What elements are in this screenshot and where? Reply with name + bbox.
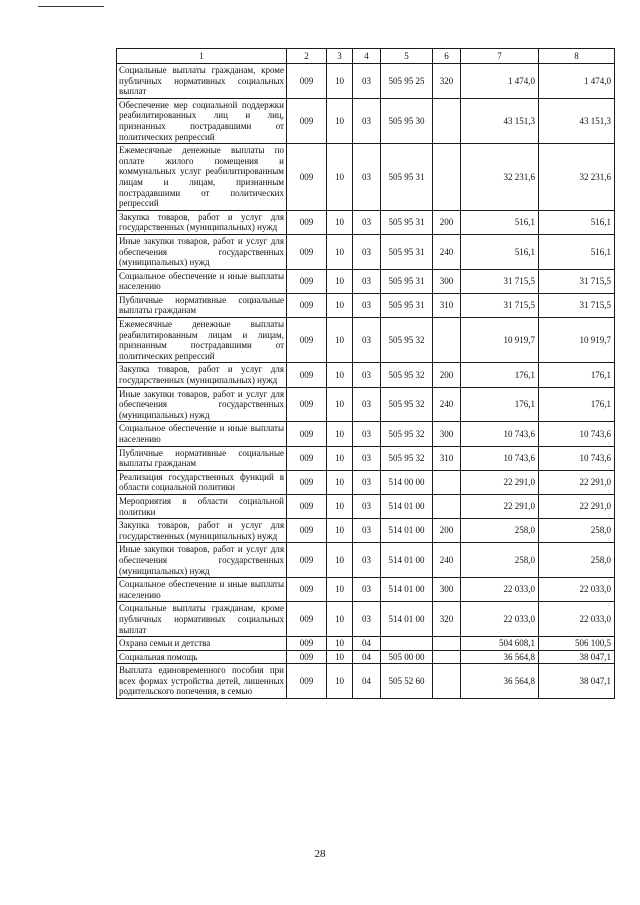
cell-subsection-code: 03 xyxy=(353,144,381,211)
cell-expense-type-code: 200 xyxy=(433,519,461,543)
header-col-6: 6 xyxy=(433,49,461,64)
cell-ministry-code: 009 xyxy=(287,543,327,578)
table-row xyxy=(117,494,615,518)
cell-subsection-code: 04 xyxy=(353,650,381,664)
cell-expense-type-code: 310 xyxy=(433,446,461,470)
cell-subsection-code: 03 xyxy=(353,363,381,387)
cell-amount-year-2: 176,1 xyxy=(539,387,615,422)
cell-amount-year-2: 1 474,0 xyxy=(539,64,615,99)
table-row xyxy=(117,387,615,422)
cell-amount-year-2: 10 743,6 xyxy=(539,422,615,446)
cell-amount-year-2: 258,0 xyxy=(539,543,615,578)
cell-section-code: 10 xyxy=(327,210,353,234)
cell-subsection-code: 03 xyxy=(353,387,381,422)
cell-expense-type-code: 300 xyxy=(433,422,461,446)
table-row xyxy=(117,269,615,293)
cell-expense-type-code xyxy=(433,650,461,664)
cell-item-name: Социальная помощь xyxy=(117,650,287,664)
cell-amount-year-1: 32 231,6 xyxy=(461,144,539,211)
cell-ministry-code: 009 xyxy=(287,269,327,293)
cell-expense-type-code xyxy=(433,98,461,143)
cell-amount-year-1: 36 564,8 xyxy=(461,650,539,664)
header-col-5: 5 xyxy=(381,49,433,64)
header-col-7: 7 xyxy=(461,49,539,64)
cell-subsection-code: 03 xyxy=(353,470,381,494)
cell-amount-year-1: 22 291,0 xyxy=(461,494,539,518)
cell-section-code: 10 xyxy=(327,543,353,578)
table-row xyxy=(117,543,615,578)
cell-ministry-code: 009 xyxy=(287,470,327,494)
cell-amount-year-1: 22 291,0 xyxy=(461,470,539,494)
page-number: 28 xyxy=(314,848,326,860)
cell-amount-year-2: 22 033,0 xyxy=(539,602,615,637)
cell-amount-year-1: 31 715,5 xyxy=(461,269,539,293)
cell-item-name: Социальное обеспечение и иные выплаты населению xyxy=(117,269,287,293)
table-row xyxy=(117,210,615,234)
cell-expense-type-code xyxy=(433,664,461,699)
table-row xyxy=(117,144,615,211)
cell-item-name: Закупка товаров, работ и услуг для государственных (муниципальных) нужд xyxy=(117,519,287,543)
cell-item-name: Охрана семьи и детства xyxy=(117,637,287,651)
cell-section-code: 10 xyxy=(327,363,353,387)
cell-subsection-code: 04 xyxy=(353,664,381,699)
cell-section-code: 10 xyxy=(327,64,353,99)
cell-amount-year-1: 516,1 xyxy=(461,234,539,269)
cell-ministry-code: 009 xyxy=(287,519,327,543)
cell-ministry-code: 009 xyxy=(287,144,327,211)
cell-amount-year-1: 10 919,7 xyxy=(461,318,539,363)
cell-expense-type-code xyxy=(433,470,461,494)
cell-section-code: 10 xyxy=(327,446,353,470)
cell-subsection-code: 03 xyxy=(353,98,381,143)
cell-target-code: 505 95 32 xyxy=(381,318,433,363)
cell-expense-type-code xyxy=(433,318,461,363)
table-row xyxy=(117,470,615,494)
table-row xyxy=(117,234,615,269)
cell-ministry-code: 009 xyxy=(287,446,327,470)
table-row xyxy=(117,446,615,470)
cell-item-name: Выплата единовременного пособия при всех формах устройства детей, лишенных родительского попечения, в семью xyxy=(117,664,287,699)
cell-ministry-code: 009 xyxy=(287,387,327,422)
cell-amount-year-1: 22 033,0 xyxy=(461,578,539,602)
table-row xyxy=(117,98,615,143)
cell-item-name: Закупка товаров, работ и услуг для государственных (муниципальных) нужд xyxy=(117,363,287,387)
cell-item-name: Обеспечение мер социальной поддержки реабилитированных лиц и лиц, признанных пострадавшими от политических репрессий xyxy=(117,98,287,143)
table-row xyxy=(117,650,615,664)
cell-amount-year-1: 258,0 xyxy=(461,543,539,578)
cell-ministry-code: 009 xyxy=(287,234,327,269)
cell-target-code: 514 00 00 xyxy=(381,470,433,494)
cell-expense-type-code xyxy=(433,494,461,518)
table-row xyxy=(117,64,615,99)
cell-expense-type-code: 240 xyxy=(433,234,461,269)
cell-amount-year-1: 31 715,5 xyxy=(461,293,539,317)
header-col-1: 1 xyxy=(117,49,287,64)
cell-section-code: 10 xyxy=(327,144,353,211)
cell-amount-year-1: 43 151,3 xyxy=(461,98,539,143)
cell-subsection-code: 03 xyxy=(353,519,381,543)
table-row xyxy=(117,519,615,543)
cell-amount-year-2: 258,0 xyxy=(539,519,615,543)
cell-subsection-code: 03 xyxy=(353,602,381,637)
cell-subsection-code: 03 xyxy=(353,578,381,602)
cell-amount-year-2: 516,1 xyxy=(539,210,615,234)
cell-section-code: 10 xyxy=(327,293,353,317)
cell-amount-year-1: 36 564,8 xyxy=(461,664,539,699)
cell-ministry-code: 009 xyxy=(287,494,327,518)
budget-table xyxy=(116,48,615,699)
cell-amount-year-2: 38 047,1 xyxy=(539,650,615,664)
cell-amount-year-2: 10 919,7 xyxy=(539,318,615,363)
cell-amount-year-2: 38 047,1 xyxy=(539,664,615,699)
cell-section-code: 10 xyxy=(327,519,353,543)
cell-ministry-code: 009 xyxy=(287,602,327,637)
cell-item-name: Социальные выплаты гражданам, кроме публичных нормативных социальных выплат xyxy=(117,64,287,99)
cell-section-code: 10 xyxy=(327,578,353,602)
cell-amount-year-1: 10 743,6 xyxy=(461,422,539,446)
cell-ministry-code: 009 xyxy=(287,637,327,651)
cell-expense-type-code: 300 xyxy=(433,269,461,293)
cell-item-name: Мероприятия в области социальной политики xyxy=(117,494,287,518)
cell-section-code: 10 xyxy=(327,602,353,637)
cell-item-name: Закупка товаров, работ и услуг для государственных (муниципальных) нужд xyxy=(117,210,287,234)
cell-ministry-code: 009 xyxy=(287,318,327,363)
cell-expense-type-code: 240 xyxy=(433,543,461,578)
cell-section-code: 10 xyxy=(327,650,353,664)
cell-target-code: 505 00 00 xyxy=(381,650,433,664)
cell-ministry-code: 009 xyxy=(287,664,327,699)
cell-ministry-code: 009 xyxy=(287,650,327,664)
table-row xyxy=(117,293,615,317)
cell-target-code: 514 01 00 xyxy=(381,543,433,578)
cell-amount-year-1: 176,1 xyxy=(461,387,539,422)
cell-target-code xyxy=(381,637,433,651)
cell-subsection-code: 03 xyxy=(353,494,381,518)
cell-section-code: 10 xyxy=(327,387,353,422)
cell-target-code: 505 95 32 xyxy=(381,387,433,422)
cell-subsection-code: 03 xyxy=(353,234,381,269)
cell-item-name: Публичные нормативные социальные выплаты гражданам xyxy=(117,446,287,470)
cell-ministry-code: 009 xyxy=(287,210,327,234)
cell-amount-year-2: 22 033,0 xyxy=(539,578,615,602)
cell-amount-year-1: 1 474,0 xyxy=(461,64,539,99)
cell-item-name: Реализация государственных функций в области социальной политики xyxy=(117,470,287,494)
header-col-8: 8 xyxy=(539,49,615,64)
cell-target-code: 505 95 31 xyxy=(381,269,433,293)
table-row xyxy=(117,318,615,363)
cell-item-name: Иные закупки товаров, работ и услуг для обеспечения государственных (муниципальных) нужд xyxy=(117,234,287,269)
header-col-4: 4 xyxy=(353,49,381,64)
cell-amount-year-2: 22 291,0 xyxy=(539,470,615,494)
cell-target-code: 505 95 31 xyxy=(381,234,433,269)
cell-expense-type-code: 200 xyxy=(433,210,461,234)
corner-rule xyxy=(38,6,104,7)
cell-ministry-code: 009 xyxy=(287,293,327,317)
table-row xyxy=(117,422,615,446)
cell-target-code: 505 95 30 xyxy=(381,98,433,143)
cell-amount-year-2: 506 100,5 xyxy=(539,637,615,651)
cell-target-code: 505 52 60 xyxy=(381,664,433,699)
cell-subsection-code: 04 xyxy=(353,637,381,651)
cell-amount-year-2: 516,1 xyxy=(539,234,615,269)
header-row xyxy=(117,49,615,64)
cell-subsection-code: 03 xyxy=(353,269,381,293)
cell-amount-year-1: 22 033,0 xyxy=(461,602,539,637)
cell-item-name: Ежемесячные денежные выплаты по оплате жилого помещения и коммунальных услуг реабилитированным лицам и лицам, признанным пострадавшими от политических репрессий xyxy=(117,144,287,211)
table-row xyxy=(117,664,615,699)
cell-item-name: Социальное обеспечение и иные выплаты населению xyxy=(117,422,287,446)
cell-item-name: Публичные нормативные социальные выплаты гражданам xyxy=(117,293,287,317)
cell-target-code: 514 01 00 xyxy=(381,602,433,637)
cell-section-code: 10 xyxy=(327,637,353,651)
cell-amount-year-1: 10 743,6 xyxy=(461,446,539,470)
cell-amount-year-2: 22 291,0 xyxy=(539,494,615,518)
cell-expense-type-code: 240 xyxy=(433,387,461,422)
table-body xyxy=(117,64,615,699)
cell-target-code: 514 01 00 xyxy=(381,519,433,543)
cell-expense-type-code xyxy=(433,144,461,211)
cell-target-code: 505 95 31 xyxy=(381,210,433,234)
cell-target-code: 505 95 32 xyxy=(381,446,433,470)
cell-subsection-code: 03 xyxy=(353,446,381,470)
cell-target-code: 514 01 00 xyxy=(381,578,433,602)
cell-amount-year-1: 258,0 xyxy=(461,519,539,543)
cell-subsection-code: 03 xyxy=(353,64,381,99)
cell-amount-year-1: 176,1 xyxy=(461,363,539,387)
cell-expense-type-code: 300 xyxy=(433,578,461,602)
cell-amount-year-2: 43 151,3 xyxy=(539,98,615,143)
cell-section-code: 10 xyxy=(327,470,353,494)
cell-target-code: 505 95 32 xyxy=(381,422,433,446)
cell-ministry-code: 009 xyxy=(287,578,327,602)
cell-item-name: Иные закупки товаров, работ и услуг для обеспечения государственных (муниципальных) нужд xyxy=(117,387,287,422)
cell-expense-type-code: 200 xyxy=(433,363,461,387)
cell-ministry-code: 009 xyxy=(287,422,327,446)
cell-amount-year-2: 176,1 xyxy=(539,363,615,387)
cell-subsection-code: 03 xyxy=(353,318,381,363)
cell-expense-type-code: 310 xyxy=(433,293,461,317)
table-row xyxy=(117,637,615,651)
table-row xyxy=(117,602,615,637)
cell-amount-year-1: 504 608,1 xyxy=(461,637,539,651)
cell-section-code: 10 xyxy=(327,664,353,699)
cell-ministry-code: 009 xyxy=(287,363,327,387)
cell-expense-type-code: 320 xyxy=(433,64,461,99)
cell-item-name: Социальное обеспечение и иные выплаты населению xyxy=(117,578,287,602)
cell-target-code: 505 95 25 xyxy=(381,64,433,99)
cell-amount-year-2: 31 715,5 xyxy=(539,269,615,293)
cell-ministry-code: 009 xyxy=(287,98,327,143)
cell-section-code: 10 xyxy=(327,494,353,518)
cell-target-code: 505 95 31 xyxy=(381,144,433,211)
cell-subsection-code: 03 xyxy=(353,543,381,578)
cell-target-code: 505 95 32 xyxy=(381,363,433,387)
cell-expense-type-code xyxy=(433,637,461,651)
cell-section-code: 10 xyxy=(327,98,353,143)
cell-target-code: 514 01 00 xyxy=(381,494,433,518)
table-row xyxy=(117,363,615,387)
cell-item-name: Ежемесячные денежные выплаты реабилитированным лицам и лицам, признанным пострадавшими от политических репрессий xyxy=(117,318,287,363)
cell-amount-year-2: 31 715,5 xyxy=(539,293,615,317)
cell-subsection-code: 03 xyxy=(353,210,381,234)
cell-subsection-code: 03 xyxy=(353,293,381,317)
cell-item-name: Социальные выплаты гражданам, кроме публичных нормативных социальных выплат xyxy=(117,602,287,637)
cell-section-code: 10 xyxy=(327,422,353,446)
header-col-3: 3 xyxy=(327,49,353,64)
cell-expense-type-code: 320 xyxy=(433,602,461,637)
cell-amount-year-2: 32 231,6 xyxy=(539,144,615,211)
cell-section-code: 10 xyxy=(327,234,353,269)
cell-section-code: 10 xyxy=(327,318,353,363)
cell-item-name: Иные закупки товаров, работ и услуг для обеспечения государственных (муниципальных) нужд xyxy=(117,543,287,578)
cell-amount-year-1: 516,1 xyxy=(461,210,539,234)
table-row xyxy=(117,578,615,602)
header-col-2: 2 xyxy=(287,49,327,64)
cell-ministry-code: 009 xyxy=(287,64,327,99)
cell-target-code: 505 95 31 xyxy=(381,293,433,317)
cell-subsection-code: 03 xyxy=(353,422,381,446)
cell-section-code: 10 xyxy=(327,269,353,293)
cell-amount-year-2: 10 743,6 xyxy=(539,446,615,470)
